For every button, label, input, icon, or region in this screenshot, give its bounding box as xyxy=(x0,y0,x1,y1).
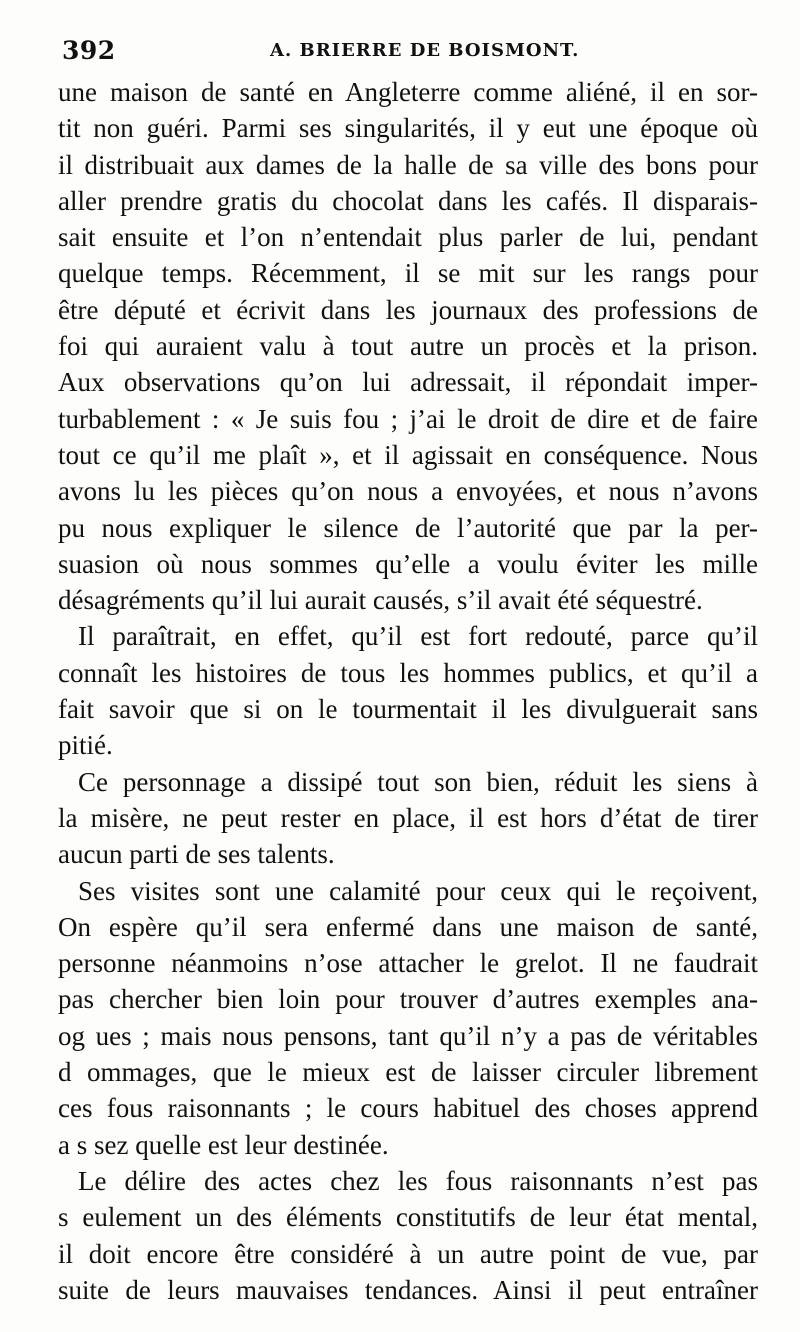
running-head: A. BRIERRE DE BOISMONT. xyxy=(270,40,580,61)
text-line: Il paraîtrait, en effet, qu’il est fort redouté, parce qu’il xyxy=(78,621,758,652)
text-line: il distribuait aux dames de la halle de sa ville des bons pour xyxy=(58,149,758,180)
text-line: connaît les histoires de tous les hommes publics, et qu’il a xyxy=(58,657,758,688)
text-line: a s sez quelle est leur destinée. xyxy=(58,1129,389,1160)
text-line: turbablement : « Je suis fou ; j’ai le droit de dire et de faire xyxy=(58,403,758,434)
text-line: ces fous raisonnants ; le cours habituel des choses apprend xyxy=(58,1093,758,1124)
text-line: pas chercher bien loin pour trouver d’autres exemples ana- xyxy=(58,984,758,1015)
text-line: tout ce qu’il me plaît », et il agissait en conséquence. Nous xyxy=(58,439,758,470)
text-line: suite de leurs mauvaises tendances. Ainsi il peut entraîner xyxy=(58,1274,758,1305)
text-line: désagréments qu’il lui aurait causés, s’il avait été séquestré. xyxy=(58,585,703,616)
body-text xyxy=(58,74,758,1308)
text-line: suasion où nous sommes qu’elle a voulu éviter les mille xyxy=(58,548,758,579)
text-line: Ce personnage a dissipé tout son bien, réduit les siens à xyxy=(78,766,758,797)
text-line: fait savoir que si on le tourmentait il les divulguerait sans xyxy=(58,694,758,725)
text-line: personne néanmoins n’ose attacher le grelot. Il ne faudrait xyxy=(58,948,758,979)
text-line: Ses visites sont une calamité pour ceux qui le reçoivent, xyxy=(78,875,758,906)
text-line: une maison de santé en Angleterre comme aliéné, il en sor- xyxy=(58,77,758,107)
text-line: s eulement un des éléments constitutifs de leur état mental, xyxy=(58,1202,758,1233)
text-line: sait ensuite et l’on n’entendait plus parler de lui, pendant xyxy=(58,222,758,253)
text-line: Le délire des actes chez les fous raisonnants n’est pas xyxy=(78,1165,758,1196)
text-line: On espère qu’il sera enfermé dans une maison de santé, xyxy=(58,911,758,942)
text-line: aucun parti de ses talents. xyxy=(58,839,335,870)
text-line: quelque temps. Récemment, il se mit sur les rangs pour xyxy=(58,258,758,289)
text-line: aller prendre gratis du chocolat dans les cafés. Il disparais- xyxy=(58,185,758,216)
text-line: il doit encore être considéré à un autre point de vue, par xyxy=(58,1238,758,1269)
text-line: être député et écrivit dans les journaux des professions de xyxy=(58,294,758,325)
text-line: la misère, ne peut rester en place, il est hors d’état de tirer xyxy=(58,802,758,833)
page-header xyxy=(62,30,752,70)
text-line: og ues ; mais nous pensons, tant qu’il n’y a pas de véritables xyxy=(58,1020,758,1051)
text-line: foi qui auraient valu à tout autre un procès et la prison. xyxy=(58,331,758,362)
text-line: d ommages, que le mieux est de laisser circuler librement xyxy=(58,1057,758,1088)
text-line: pitié. xyxy=(58,730,113,761)
text-line: pu nous expliquer le silence de l’autorité que par la per- xyxy=(58,512,758,543)
text-line: tit non guéri. Parmi ses singularités, il y eut une époque où xyxy=(58,113,758,144)
page-number: 392 xyxy=(62,36,116,65)
text-line: Aux observations qu’on lui adressait, il répondait imper- xyxy=(58,367,758,398)
text-line: avons lu les pièces qu’on nous a envoyées, et nous n’avons xyxy=(58,476,758,507)
